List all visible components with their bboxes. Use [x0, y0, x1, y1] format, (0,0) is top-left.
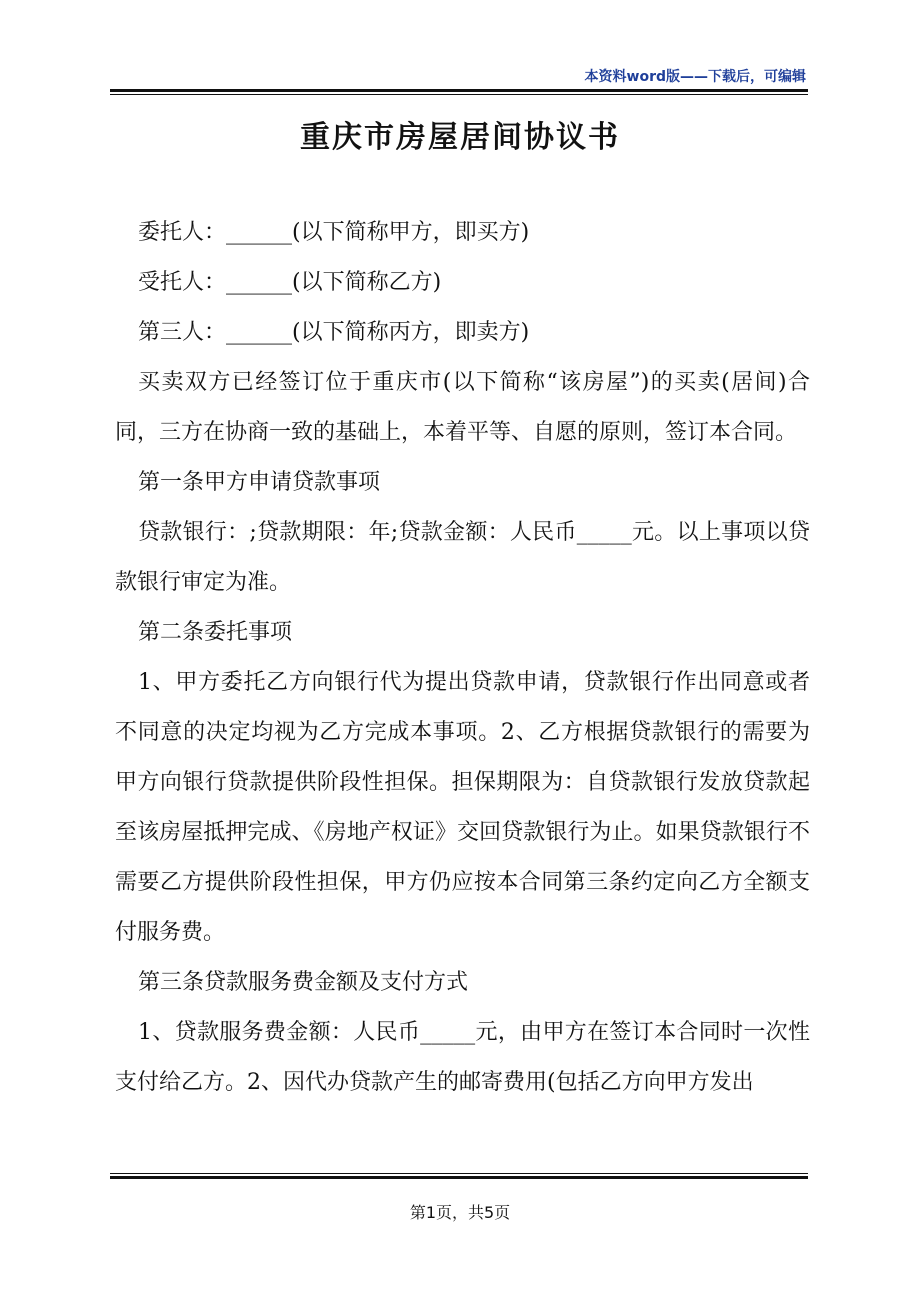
page-indicator: 第1页，共5页	[409, 1203, 511, 1222]
article-1-heading: 第一条甲方申请贷款事项	[138, 470, 381, 495]
header-note: 本资料word版——下载后，可编辑	[584, 69, 806, 85]
article-3-paragraph: 1、贷款服务费金额：人民币_____元，由甲方在签订本合同时一次性支付给乙方。2、因代办贷款产生的邮寄费用(包括乙方向甲方发出	[115, 1020, 810, 1095]
article-2-paragraph: 1、甲方委托乙方向银行代为提出贷款申请，贷款银行作出同意或者不同意的决定均视为乙方完成本事项。2、乙方根据贷款银行的需要为甲方向银行贷款提供阶段性担保。担保期限为：自贷款银行发放贷款起至该房屋抵押完成、《房地产权证》交回贷款银行为止。如果贷款银行不需要乙方提供阶段性担保，甲方仍应按本合同第三条约定向乙方全额支付服务费。	[115, 670, 810, 945]
document-body	[115, 208, 810, 1108]
article-2-heading: 第二条委托事项	[138, 620, 293, 645]
document-title: 重庆市房屋居间协议书	[300, 120, 620, 155]
party-a-line: 委托人：______(以下简称甲方，即买方)	[138, 220, 530, 245]
article-1-paragraph: 贷款银行：;贷款期限：年;贷款金额：人民币_____元。以上事项以贷款银行审定为准。	[115, 520, 810, 595]
party-b-line: 受托人：______(以下简称乙方)	[138, 270, 442, 295]
preamble-paragraph: 买卖双方已经签订位于重庆市(以下简称“该房屋”)的买卖(居间)合同，三方在协商一致的基础上，本着平等、自愿的原则，签订本合同。	[115, 370, 810, 445]
article-3-heading: 第三条贷款服务费金额及支付方式	[138, 970, 469, 995]
footer-divider	[110, 1173, 808, 1179]
header-divider	[110, 89, 808, 95]
party-c-line: 第三人：______(以下简称丙方，即卖方)	[138, 320, 530, 345]
